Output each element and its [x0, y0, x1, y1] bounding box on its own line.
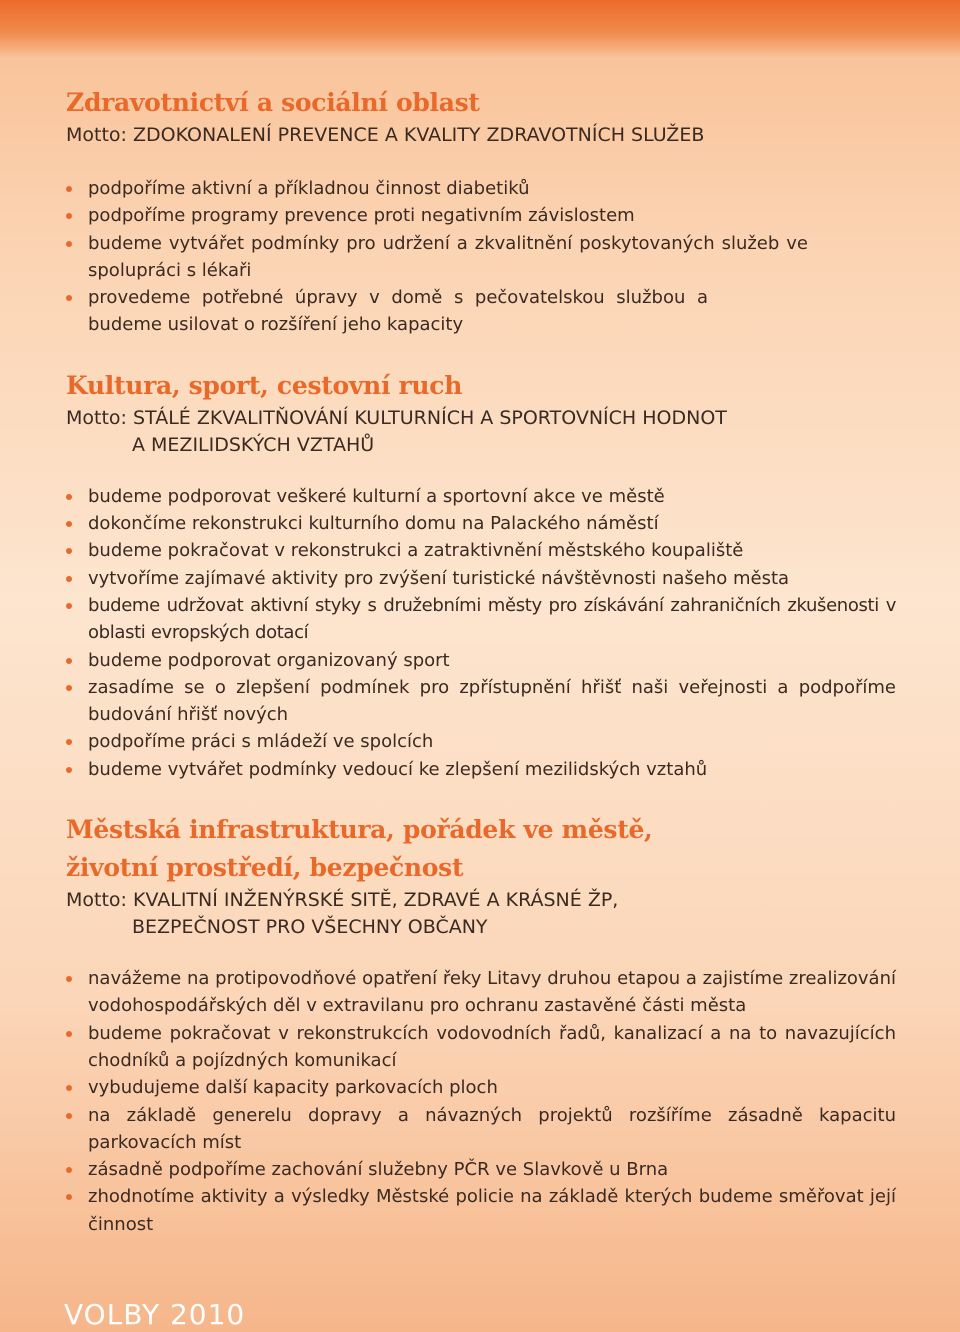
motto-prefix: Motto: — [66, 124, 127, 146]
bullet-dot-icon — [66, 213, 72, 219]
bullet-dot-icon — [66, 295, 72, 301]
section-title — [66, 811, 896, 887]
list-item: vytvoříme zajímavé aktivity pro zvýšení turistické návštěvnosti našeho města — [66, 565, 896, 592]
list-item: navážeme na protipovodňové opatření řeky Litavy druhou etapou a zajistíme zrealizování vodohospodářských děl v extravilanu pro ochranu zastavěné části města — [66, 965, 896, 1020]
bullet-dot-icon — [66, 548, 72, 554]
bullet-dot-icon — [66, 1167, 72, 1173]
list-item: podpoříme práci s mládeží ve spolcích — [66, 728, 896, 755]
list-item: budeme vytvářet podmínky pro udržení a zkvalitnění poskytovaných služeb ve spolupráci s lékaři — [66, 230, 808, 285]
bullet-dot-icon — [66, 603, 72, 609]
section-title-line: Zdravotnictví a sociální oblast — [66, 88, 480, 117]
section-title — [66, 84, 896, 122]
motto-line: STÁLÉ ZKVALITŇOVÁNÍ KULTURNÍCH A SPORTOVNÍCH HODNOT — [133, 406, 727, 429]
list-item: budeme pokračovat v rekonstrukci a zatraktivnění městského koupaliště — [66, 537, 896, 564]
section-title — [66, 367, 896, 405]
motto-line: KVALITNÍ INŽENÝRSKÉ SITĚ, ZDRAVÉ A KRÁSNÉ ŽP, — [133, 889, 619, 912]
list-item: zhodnotíme aktivity a výsledky Městské policie na základě kterých budeme směřovat její činnost — [66, 1183, 896, 1238]
bullet-list — [66, 175, 896, 339]
list-item: budeme podporovat veškeré kulturní a sportovní akce ve městě — [66, 483, 896, 510]
top-orange-band — [0, 0, 960, 58]
list-item: budeme podporovat organizovaný sport — [66, 647, 896, 674]
bullet-dot-icon — [66, 976, 72, 982]
list-item: budeme vytvářet podmínky vedoucí ke zlepšení mezilidských vztahů — [66, 756, 896, 783]
section-culture-sport — [66, 367, 896, 783]
bullet-dot-icon — [66, 494, 72, 500]
list-item: provedeme potřebné úpravy v domě s pečovatelskou službou a budeme usilovat o rozšíření jeho kapacity — [66, 284, 708, 339]
list-item: vybudujeme další kapacity parkovacích ploch — [66, 1074, 896, 1101]
section-motto — [66, 122, 896, 149]
section-title-line: životní prostředí, bezpečnost — [66, 853, 464, 883]
bullet-dot-icon — [66, 767, 72, 773]
bullet-dot-icon — [66, 1194, 72, 1200]
section-infrastructure — [66, 811, 896, 1238]
list-item: budeme udržovat aktivní styky s družebními městy pro získávání zahraničních zkušenosti v oblasti evropských dotací — [66, 592, 896, 647]
section-title-line: Městská infrastruktura, pořádek ve městě, — [66, 815, 653, 845]
list-item: dokončíme rekonstrukci kulturního domu na Palackého náměstí — [66, 510, 896, 537]
motto-line: BEZPEČNOST PRO VŠECHNY OBČANY — [132, 916, 488, 939]
motto-prefix: Motto: — [66, 889, 127, 912]
bullet-dot-icon — [66, 521, 72, 527]
bullet-list — [66, 965, 896, 1238]
motto-line: ZDOKONALENÍ PREVENCE A KVALITY ZDRAVOTNÍCH SLUŽEB — [133, 124, 705, 146]
section-motto — [66, 405, 896, 459]
list-item: podpoříme aktivní a příkladnou činnost diabetiků — [66, 175, 896, 202]
bullet-dot-icon — [66, 186, 72, 192]
list-item: podpoříme programy prevence proti negativním závislostem — [66, 202, 896, 229]
list-item: zasadíme se o zlepšení podmínek pro zpřístupnění hřišť naši veřejnosti a podpoříme budování hřišť nových — [66, 674, 896, 729]
bullet-dot-icon — [66, 576, 72, 582]
bullet-dot-icon — [66, 1031, 72, 1037]
bullet-list — [66, 483, 896, 783]
bullet-dot-icon — [66, 739, 72, 745]
bullet-dot-icon — [66, 658, 72, 664]
section-title-line: Kultura, sport, cestovní ruch — [66, 370, 463, 400]
page-content — [66, 84, 896, 1238]
bullet-dot-icon — [66, 1085, 72, 1091]
section-motto — [66, 887, 896, 941]
bullet-dot-icon — [66, 1113, 72, 1119]
list-item: budeme pokračovat v rekonstrukcích vodovodních řadů, kanalizací a na to navazujících chodníků a pojízdných komunikací — [66, 1020, 896, 1075]
list-item: zásadně podpoříme zachování služebny PČR ve Slavkově u Brna — [66, 1156, 896, 1183]
section-health-social — [66, 84, 896, 339]
bullet-dot-icon — [66, 241, 72, 247]
bullet-dot-icon — [66, 685, 72, 691]
motto-line: A MEZILIDSKÝCH VZTAHŮ — [132, 433, 375, 456]
motto-prefix: Motto: — [66, 406, 127, 429]
list-item: na základě generelu dopravy a návazných projektů rozšíříme zásadně kapacitu parkovacích míst — [66, 1102, 896, 1157]
footer-title: VOLBY 2010 — [64, 1298, 246, 1331]
